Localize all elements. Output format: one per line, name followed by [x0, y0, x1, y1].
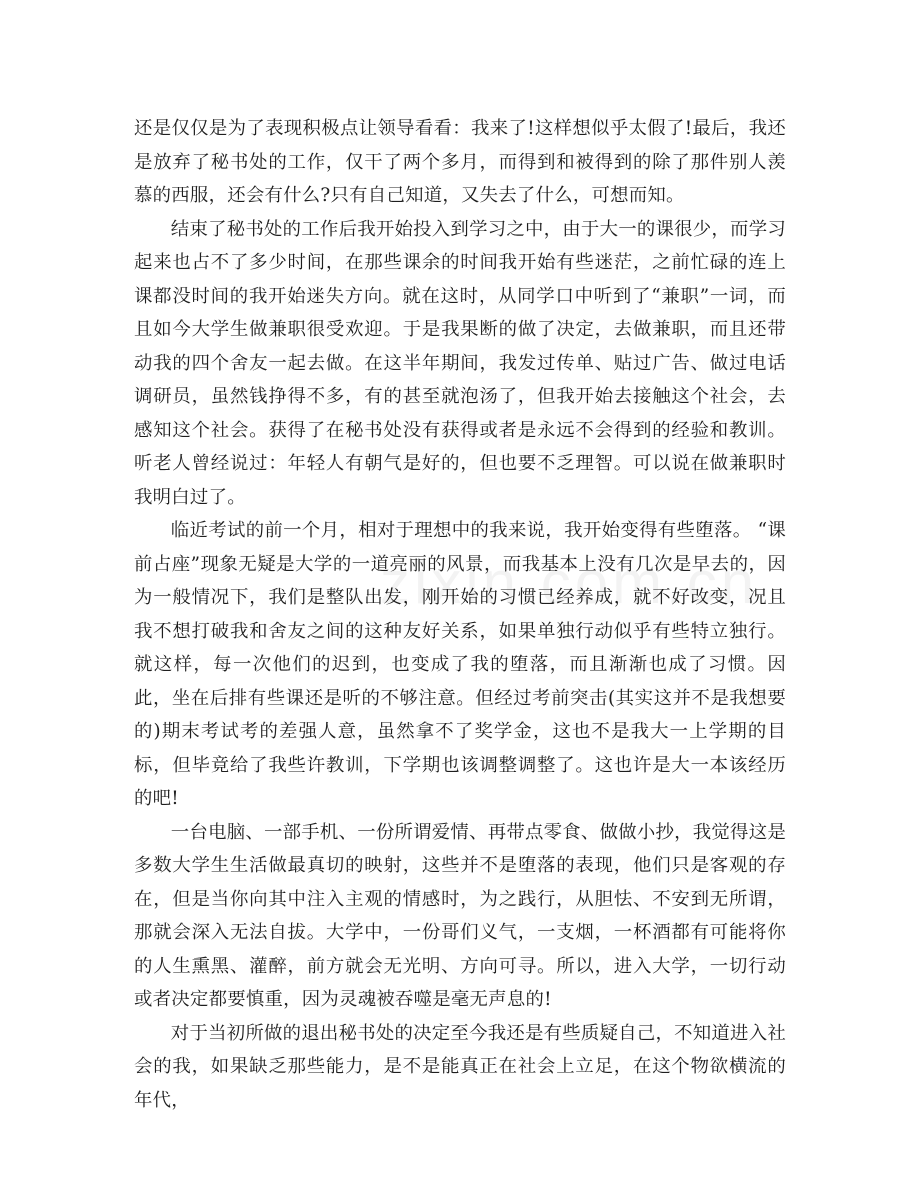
paragraph-3: 临近考试的前一个月，相对于理想中的我来说，我开始变得有些堕落。 “课前占座”现象无疑是大学的一道亮丽的风景，而我基本上没有几次是早去的，因为一般情况下，我们是整队出发，刚开始的习惯已经养成，就不好改变，况且我不想打破我和舍友之间的这种友好关系，如果单独行动似乎有些特立独行。就这样，每一次他们的迟到，也变成了我的堕落，而且渐渐也成了习惯。因此，坐在后排有些课还是听的不够注意。但经过考前突击(其实这并不是我想要的)期末考试考的差强人意，虽然拿不了奖学金，这也不是我大一上学期的目标，但毕竟给了我些许教训，下学期也该调整调整了。这也许是大一本该经历的吧! [134, 520, 786, 809]
paragraph-4: 一台电脑、一部手机、一份所谓爱情、再带点零食、做做小抄，我觉得这是多数大学生生活做最真切的映射，这些并不是堕落的表现，他们只是客观的存在，但是当你向其中注入主观的情感时，为之践行，从胆怯、不安到无所谓，那就会深入无法自拔。大学中，一份哥们义气，一支烟，一杯酒都有可能将你的人生熏黑、灌醉，前方就会无光明、方向可寻。所以，进入大学，一切行动或者决定都要慎重，因为灵魂被吞噬是毫无声息的! [134, 821, 786, 1010]
paragraph-5: 对于当初所做的退出秘书处的决定至今我还是有些质疑自己，不知道进入社会的我，如果缺乏那些能力，是不是能真正在社会上立足，在这个物欲横流的年代， [134, 1022, 786, 1111]
paragraph-2: 结束了秘书处的工作后我开始投入到学习之中，由于大一的课很少，而学习起来也占不了多少时间，在那些课余的时间我开始有些迷茫，之前忙碌的连上课都没时间的我开始迷失方向。就在这时，从同学口中听到了“兼职”一词，而且如今大学生做兼职很受欢迎。于是我果断的做了决定，去做兼职，而且还带动我的四个舍友一起去做。在这半年期间，我发过传单、贴过广告、做过电话调研员，虽然钱挣得不多，有的甚至就泡汤了，但我开始去接触这个社会，去感知这个社会。获得了在秘书处没有获得或者是永远不会得到的经验和教训。听老人曾经说过：年轻人有朝气是好的，但也要不乏理智。可以说在做兼职时我明白过了。 [134, 218, 786, 508]
document-body [134, 112, 786, 1117]
paragraph-1: 还是仅仅是为了表现积极点让领导看看：我来了!这样想似乎太假了!最后，我还是放弃了秘书处的工作，仅干了两个多月，而得到和被得到的除了那件别人羡慕的西服，还会有什么?只有自己知道，又失去了什么，可想而知。 [134, 118, 786, 206]
